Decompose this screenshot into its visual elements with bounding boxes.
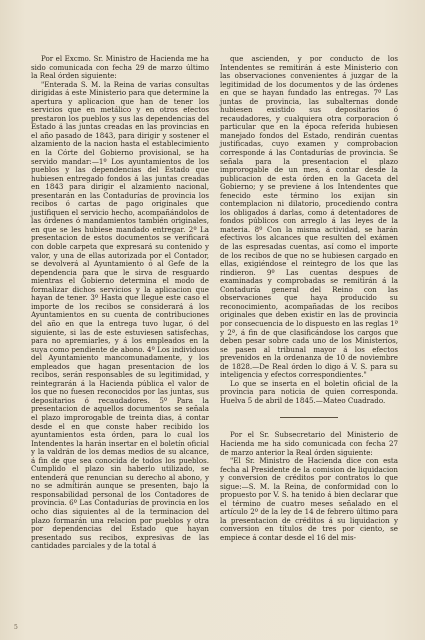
- left-column: [31, 55, 209, 551]
- paragraph-second-notice-body: "El Sr. Ministro de Hacienda dice con esta fecha al Presidente de la comision de liquidacion y conversion de créditos por contratos lo que sigue:—S. M. la Reina, de conformidad con lo propuesto por V. S. ha tenido á bien declarar que el término de cuatro meses señalado en el artículo 2º de la ley de 14 de febrero último para la presentacion de créditos á su liquidacion y conversion en títulos de tres por ciento, se empiece á contar desde el 16 del mis-: [220, 456, 398, 542]
- section-separator: [220, 405, 398, 431]
- paragraph-publication-note: Lo que se inserta en el boletin oficial de la provincia para noticia de quien corresponda. Huelva 5 de abril de 1845.—Mateo Cuadrado.: [220, 378, 398, 405]
- paragraph-intro: Por el Excmo. Sr. Ministro de Hacienda me ha sido comunicada con fecha 29 de marzo último la Real órden siguiente:: [31, 54, 209, 81]
- paragraph-second-notice-intro: Por el Sr. Subsecretario del Ministerio de Hacienda me ha sido comunicada con fecha 27 de marzo anterior la Real órden siguiente:: [220, 430, 398, 457]
- right-column: [220, 55, 398, 543]
- page-mark: 5: [14, 624, 18, 631]
- separator-rule: [280, 417, 338, 418]
- paragraph-order-continuation: que ascienden, y por conducto de los Intendentes se remitirán á este Ministerio con las observaciones convenientes á juzgar de la legitimidad de los documentos y de las órdenes en que se hayan fundado las entregas. 7º Las juntas de provincia, las subalternas donde hubiesen existido sus depositarios ó recaudadores, y cualquiera otra corporacion ó particular que en la época referida hubiesen manejado fondos del Estado, rendirán cuentas justificadas, cuyo examen y comprobacion corresponde á las Contadurías de provincia. Se señala para la presentacion el plazo improrogable de un mes, á contar desde la publicacion de esta órden en la Gaceta del Gobierno; y se previene á los Intendentes que fenecido este término los exijan sin contemplacion ni dilatorio, procediendo contra los obligados á darlas, como á detentadores de fondos públicos con arreglo á las leyes de la materia. 8º Con la misma actividad, se harán efectivos los alcances que resulten del exámen de las espresadas cuentas, así como el importe de los recibos de que no se hubiesen cargado en ellas, exigiéndose el reintegro de los que las rindieron. 9º Las cuentas despues de examinadas y comprobadas se remitirán á la Contaduría general del Reino con las observaciones que haya producido su reconocimiento, acompañadas de los recibos originales que deben existir en las de provincia por consecuencia de lo dispuesto en las reglas 1ª y 2ª, á fin de que clasificándose los cargos que deben pesar sobre cada uno de los Ministerios, se pasen al tribunal mayor á los efectos prevenidos en la ordenanza de 10 de noviembre de 1828.—De Real órden lo digo á V. S. para su inteligencia y efectos correspondientes.": [220, 54, 398, 380]
- paragraph-royal-order: "Enterada S. M. la Reina de varias consultas dirigidas á este Ministerio para que determine la apertura y aplicacion que han de tener los servicios que en metálico y en otros efectos prestaron los pueblos y sus las dependencias del Estado á las juntas creadas en las provincias en el año pasado de 1843, para dirigir y sostener el alzamiento de la nacion hasta el establecimiento en la Córte del Gobierno provisional, se ha servido mandar:—1º Los ayuntamientos de los pueblos y las dependencias del Estado que hubiesen entregado fondos á las juntas creadas en 1843 para dirigir el alzamiento nacional, presentarán en las Contadurías de provincia los recibos ó cartas de pago originales que justifiquen el servicio hecho, acompañándolos de las órdenes ó mandamientos también originales, en que se les hubiese mandado entregar. 2º La presentacion de estos documentos se verificará con doble carpeta que expresará su contenido y valor, y una de ellas autorizada por el Contador, se devolverá al Ayuntamiento ó al Gefe de la dependencia para que le sirva de resguardo mientras el Gobierno determina el modo de formalizar dichos servicios y la aplicacion que hayan de tener. 3º Hasta que llegue este caso el importe de los recibos se considerará á los Ayuntamientos en su cuenta de contribuciones del año en que la entrega tuvo lugar, ó del siguiente, si las de este estuviesen satisfechas, para no apremiarles, y á los empleados en la suya como pendiente de abono. 4º Los individuos del Ayuntamiento mancomunadamente, y los empleados que hagan presentacion de los recibos, serán responsables de su legitimidad, y reintegrarán á la Hacienda pública el valor de los que no fuesen reconocidos por las juntas, sus depositarios ó recaudadores. 5º Para la presentacion de aquellos documentos se señala el plazo improrogable de treinta dias, á contar desde el en que conste haber recibido los ayuntamientos esta órden, para lo cual los Intendentes la harán insertar en el boletín oficial y la valdrán de los demas medios de su alcance, á fin de que sea conocida de todos los pueblos. Cumplido el plazo sin haberlo utilizado, se entenderá que renuncian su derecho al abono, y no se admitirán aunque se presenten, bajo la responsabilidad personal de los Contadores de provincia. 6º Las Contadurías de provincia en los ocho dias siguientes al de la terminacion del plazo formarán una relacion por pueblos y otra por dependencias del Estado que hayan presentado sus recibos, expresivas de las cantidades parciales y de la total á: [31, 79, 209, 551]
